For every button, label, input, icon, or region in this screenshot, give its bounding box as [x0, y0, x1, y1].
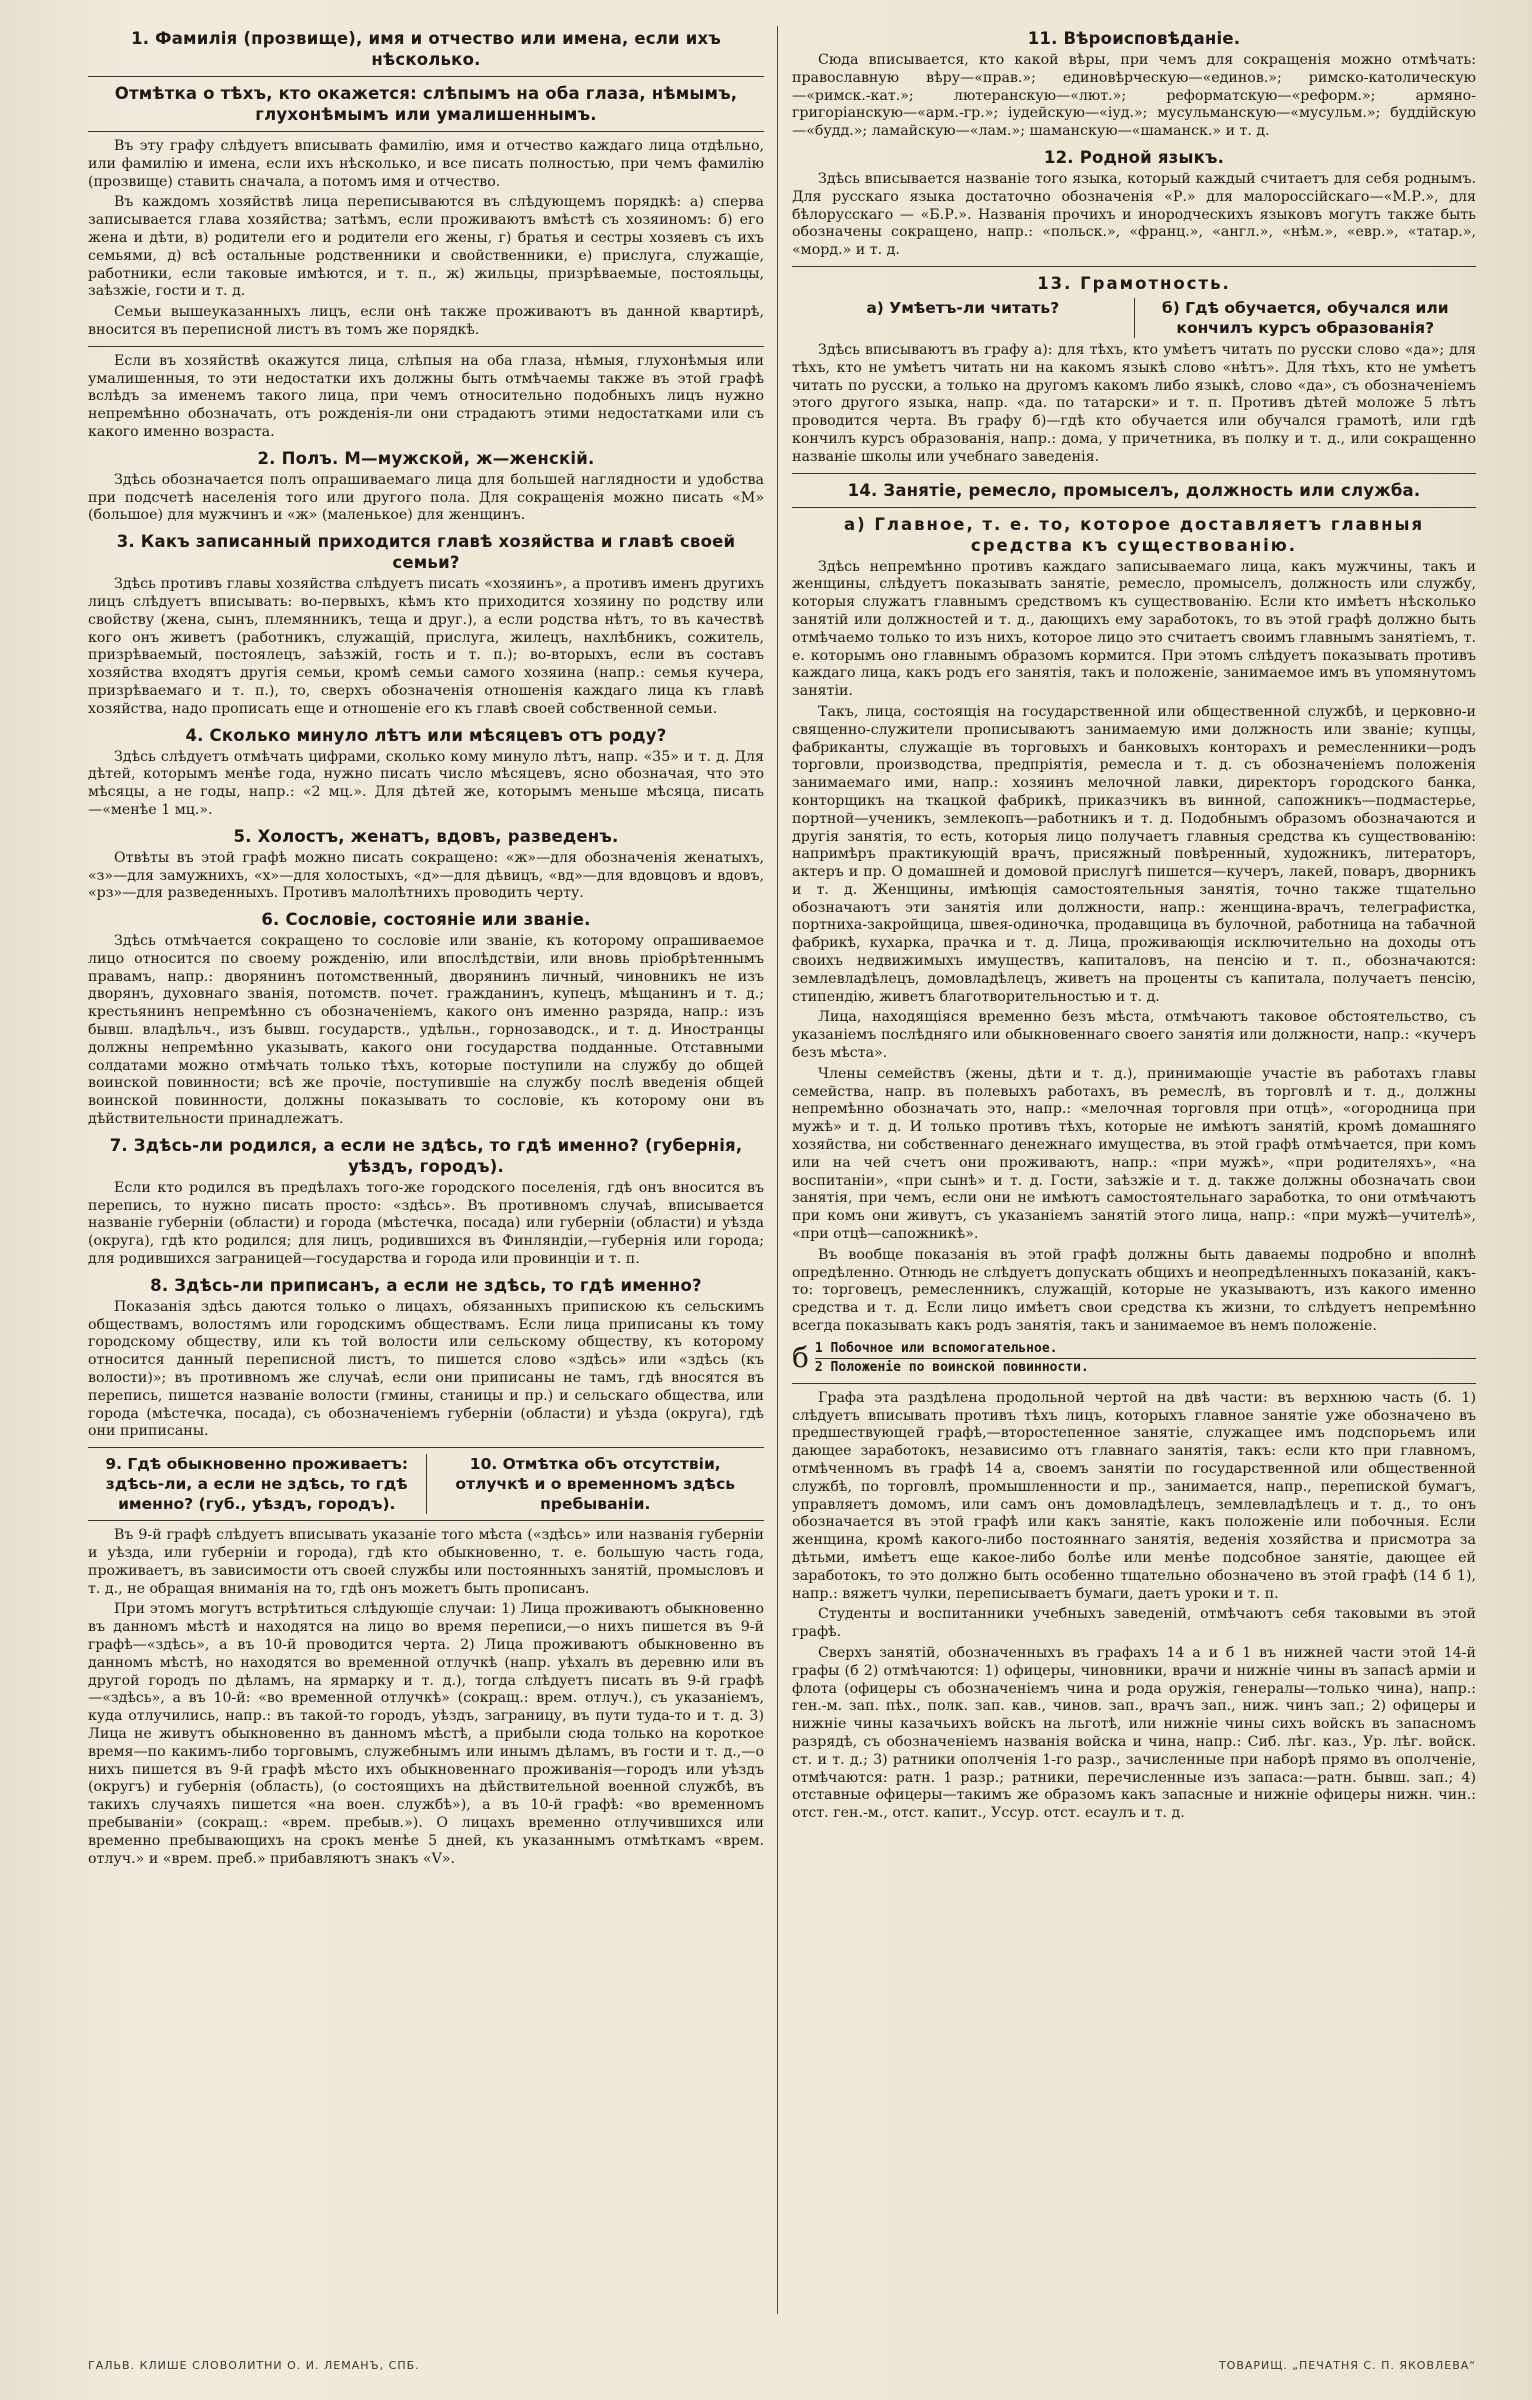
paragraph: Такъ, лица, состоящія на государственной или общественной службѣ, и церковно-и священно-служители прописываютъ занимаемую ими должность или званіе; купцы, фабриканты, служащіе въ торговыхъ и банковыхъ конторахъ и ремесленники—родъ торговли, производства, предпріятія, ремесла и т. д. съ обозначеніемъ положенія занимаемаго ими, напр.: хозяинъ мелочной лавки, директоръ городского банка, конторщикъ на ткацкой фабрикѣ, приказчикъ въ винной, сапожникъ—подмастерье, портной—ученикъ, землекопъ—работникъ и т. д. Подобнымъ образомъ обозначаются и другія занятія, то есть, которыя лицо получаетъ главныя средства къ существованію: напримѣръ практикующій врачъ, присяжный повѣренный, художникъ, литераторъ, актеръ и пр. О домашней и домовой прислугѣ пишется—кучеръ, лакей, поваръ, дворникъ и т. д. Женщины, имѣющія самостоятельныя занятія, точно также тщательно обозначаютъ эти занятія или должности, напр.: женщина-врачъ, телеграфистка, портниха-закройщица, швея-одиночка, продавщица въ булочной, работница на табачной фабрикѣ, кухарка, прачка и т. д. Лица, проживающія исключительно на доходы отъ своихъ недвижимыхъ имуществъ, капиталовъ, на пенсію и т. п., обозначаются: землевладѣлецъ, домовладѣлецъ, живетъ на проценты съ капитала, получаетъ пенсію, стипендію, живетъ благотворительностью и т. д. [792, 703, 1476, 1005]
divider [792, 473, 1476, 474]
paragraph: Студенты и воспитанники учебныхъ заведеній, отмѣчаютъ себя таковыми въ этой графѣ. [792, 1606, 1476, 1641]
section-b-headings [792, 1340, 1476, 1377]
paragraph: Здѣсь слѣдуетъ отмѣчать цифрами, сколько кому минуло лѣтъ, напр. «35» и т. д. Для дѣтей, которымъ менѣе года, нужно писать число мѣсяцевъ, ясно обозначая, что это мѣсяцы, а не годы, напр.: «2 мц.». Для дѣтей же, которымъ меньше мѣсяца, писать—«менѣе 1 мц.». [88, 748, 764, 818]
heading-13-literacy: 13. Грамотность. [1037, 273, 1231, 293]
paragraph: Здѣсь вписывается названіе того языка, который каждый считаетъ для себя роднымъ. Для русскаго языка достаточно обозначенія «Р.» для малороссійскаго—«М.Р.», для бѣлорусскаго — «Б.Р.». Названія прочихъ и инородческихъ языковъ могутъ также быть обозначены сокращено, напр.: «польск.», «франц.», «англ.», «нѣм.», «евр.», «татар.», «морд.» и т. д. [792, 170, 1476, 259]
paragraph: Въ вообще показанія въ этой графѣ должны быть даваемы подробно и вполнѣ опредѣленно. Отнюдь не слѣдуетъ допускать общихъ и неопредѣленныхъ показаній, какъ-то: торговецъ, ремесленникъ, служащій, которые не указываютъ, изъ какого именно средства и т. д. Если лицо имѣетъ свои средства къ жизни, то слѣдуетъ непремѣнно всегда показывать какъ родъ занятія, такъ и занимаемое въ немъ положеніе. [792, 1246, 1476, 1335]
divider [88, 1447, 764, 1448]
heading-13b-education: б) Гдѣ обучается, обучался или кончилъ курсъ образованія? [1134, 298, 1477, 338]
printer-credit-left: ГАЛЬВ. КЛИШЕ СЛОВОЛИТНИ О. И. ЛЕМАНЪ, СПБ. [88, 2359, 420, 2372]
paragraph: Графа эта раздѣлена продольной чертой на двѣ части: въ верхнюю часть (б. 1) слѣдуетъ вписывать противъ тѣхъ лицъ, которыхъ главное занятіе уже обозначено въ предшествующей графѣ,—второстепенное занятіе, служащее имъ подспорьемъ или дающее заработокъ, независимо отъ главнаго занятія, такъ: если кто при главномъ, отмѣченномъ въ графѣ 14 а, своемъ занятіи по государственной или общественной службѣ, по торговлѣ, промышленности и пр., занимается, напр., перепиской бумагъ, управляетъ домомъ, или самъ онъ домовладѣлецъ, землевладѣлецъ и т. д., то онъ обозначается въ этой графѣ или какъ занятіе, какъ положеніе или побочныя. Если женщина, кромѣ какого-либо постояннаго занятія, веденія хозяйства и присмотра за дѣтьми, имѣетъ еще какое-либо болѣе или менѣе подсобное занятіе, дающее ей заработокъ, то это должно быть особенно тщательно обозначено въ этой графѣ (14 б 1), напр.: вяжетъ чулки, переписываетъ бумаги, даетъ уроки и т. п. [792, 1389, 1476, 1602]
heading-12-language: 12. Родной языкъ. [1043, 147, 1225, 167]
heading-4-age: 4. Сколько минуло лѣтъ или мѣсяцевъ отъ роду? [185, 725, 667, 745]
right-column [792, 22, 1476, 2330]
heading-11-religion: 11. Вѣроисповѣданіе. [1027, 29, 1241, 48]
divider [88, 76, 764, 77]
paragraph: Лица, находящіяся временно безъ мѣста, отмѣчаютъ таковое обстоятельство, съ указаніемъ послѣдняго или обыкновеннаго своего занятія или должности, напр.: «кучеръ безъ мѣста». [792, 1009, 1476, 1062]
paragraph: Семьи вышеуказанныхъ лицъ, если онѣ также проживаютъ въ данной квартирѣ, вносится въ переписной листъ въ томъ же порядкѣ. [88, 304, 764, 338]
paragraph: Въ эту графу слѣдуетъ вписывать фамилію, имя и отчество каждаго лица отдѣльно, или фамилію и имена, если ихъ нѣсколько, и все писать полностью, при чемъ фамилію (прозвище) ставить сначала, а потомъ имя и отчество. [88, 138, 764, 190]
printer-credit-right: ТОВАРИЩ. „ПЕЧАТНЯ С. П. ЯКОВЛЕВА“ [1218, 2359, 1476, 2372]
left-column [88, 22, 764, 2330]
headings-13ab [792, 298, 1476, 338]
section-b-items [815, 1340, 1476, 1377]
heading-10-absence: 10. Отмѣтка объ отсутствіи, отлучкѣ и о временномъ здѣсь пребываніи. [426, 1454, 765, 1514]
heading-2-sex: 2. Полъ. М—мужской, ж—женскій. [257, 448, 595, 468]
paragraph: Показанія здѣсь даются только о лицахъ, обязанныхъ припискою къ сельскимъ обществамъ, волостямъ или городскимъ обществамъ. Если лица приписаны къ тому городскому обществу, или къ той волости или сельскому обществу, къ которому относится данный переписной листъ, то пишется слово «здѣсь» или «здѣсь (къ волости)»; въ противномъ же случаѣ, если они приписаны не тамъ, гдѣ вносятся въ перепись, пишется названіе волости (гмины, станицы и пр.) и сельскаго общества, или города (мѣстечка, посада), съ обозначеніемъ губерніи (области) и уѣзда (округа), гдѣ они приписаны. [88, 1298, 764, 1440]
paragraph: Если въ хозяйствѣ окажутся лица, слѣпыя на оба глаза, нѣмыя, глухонѣмыя или умалишенныя, то эти недостатки ихъ должны быть отмѣчаемы также въ этой графѣ вслѣдъ за именемъ такого лица, при чемъ относительно подобныхъ лицъ нужно непремѣнно обозначать, отъ рожденія-ли они страдаютъ этими недостатками или съ какого именно возраста. [88, 352, 764, 440]
heading-8-registration: 8. Здѣсь-ли приписанъ, а если не здѣсь, то гдѣ именно? [150, 1275, 702, 1295]
paragraph: Члены семействъ (жены, дѣти и т. д.), принимающіе участіе въ работахъ главы семейства, напр. въ полевыхъ работахъ, въ ремеслѣ, въ торговлѣ и т. д., должны непремѣнно обозначать это, напр.: «мелочная торговля при отцѣ», «огородница при мужѣ» и т. д. И только противъ тѣхъ, которые не имѣютъ занятій, кромѣ домашняго хозяйства, ни собственнаго денежнаго имущества, въ этой графѣ отмѣчается, при комъ или на чей счетъ они проживаютъ, напр.: «при мужѣ», «при родителяхъ», «на воспитаніи», «при сынѣ» и т. д. Гости, заѣзжіе и т. д. также должны обозначать свои занятія, при чемъ, если они не имѣютъ самостоятельнаго заработка, то они отмѣчаютъ при комъ они живутъ, съ указаніемъ занятій этого лица, напр.: «при мужѣ—учителѣ», «при отцѣ—сапожникѣ». [792, 1065, 1476, 1243]
paragraph: При этомъ могутъ встрѣтиться слѣдующіе случаи: 1) Лица проживаютъ обыкновенно въ данномъ мѣстѣ и находятся на лицо во время переписи,—о нихъ пишется въ 9-й графѣ—«здѣсь», а въ 10-й проводится черта. 2) Лица проживаютъ обыкновенно въ данномъ мѣстѣ, но находятся во временной отлучкѣ (напр. уѣхалъ въ деревню или въ другой городъ по дѣламъ, на ярмарку и т. д.), тогда слѣдуетъ писать въ 9-й графѣ—«здѣсь», а въ 10-й: «во временной отлучкѣ» (сокращ.: врем. отлуч.), съ указаніемъ, куда отлучились, напр.: въ такой-то городъ, уѣздъ, заграницу, въ пути туда-то и т. д. 3) Лица не живутъ обыкновенно въ данномъ мѣстѣ, а прибыли сюда только на короткое время—по какимъ-либо торговымъ, служебнымъ или инымъ дѣламъ, въ гости и т. д.,—о нихъ пишется въ 9-й графѣ мѣсто ихъ обыкновеннаго проживанія—городъ или уѣздъ (округъ) и губернія (область), (о состоящихъ на дѣйствительной военной службѣ, въ такихъ случаяхъ пишется «на воен. службѣ»), а въ 10-й графѣ: «во временномъ пребываніи» (сокращ.: «врем. пребыв.»). О лицахъ временно отлучившихся или временно пребывающихъ на срокъ менѣе 5 дней, къ указаннымъ отмѣткамъ «врем. отлуч.» и «врем. преб.» прибавляютъ знакъ «V». [88, 1601, 764, 1867]
heading-13a-read: а) Умѣетъ-ли читать? [866, 298, 1060, 317]
heading-1-disability: Отмѣтка о тѣхъ, кто окажется: слѣпымъ на оба глаза, нѣмымъ, глухонѣмымъ или умалишеннымъ. [114, 84, 738, 124]
divider [88, 1520, 764, 1521]
paragraph: Если кто родился въ предѣлахъ того-же городского поселенія, гдѣ онъ вносится въ перепись, то нужно писать просто: «здѣсь». Въ противномъ случаѣ, вписывается названіе губерніи (области) и города (мѣстечка, посада) или губерніи (области) и уѣзда (округа), гдѣ кто родился; для лицъ, родившихся въ Финляндіи,—губернія или города; для родившихся заграницей—государства и города или провинціи и т. п. [88, 1179, 764, 1268]
divider [792, 507, 1476, 508]
paragraph: Отвѣты въ этой графѣ можно писать сокращено: «ж»—для обозначенія женатыхъ, «з»—для замужнихъ, «х»—для холостыхъ, «д»—для дѣвицъ, «вд»—для вдовцовъ и вдовъ, «рз»—для разведенныхъ. Противъ малолѣтнихъ проводить черту. [88, 849, 764, 902]
divider [792, 266, 1476, 267]
paragraph: Здѣсь противъ главы хозяйства слѣдуетъ писать «хозяинъ», а противъ именъ другихъ лицъ слѣдуетъ вписывать: во-первыхъ, кѣмъ кто приходится хозяину по родству или свойству (жена, сынъ, племянникъ, теща и друг.), а если родства нѣтъ, то въ качествѣ кого онъ живетъ (работникъ, служащій, прислуга, жилецъ, нахлѣбникъ, сожитель, призрѣваемый, постоялецъ, заѣзжій, гость и т. п.); во-вторыхъ, если въ составъ хозяйства входятъ другія семьи, кромѣ семьи самого хозяина (напр.: семья кучера, призрѣваемаго и т. п.), то, сверхъ обозначенія отношенія каждаго лица къ главѣ хозяйства, надо прописать еще и отношеніе его къ главѣ своей собственной семьи. [88, 576, 764, 717]
column-divider [777, 26, 778, 2314]
heading-9-residence: 9. Гдѣ обыкновенно проживаетъ: здѣсь-ли, а если не здѣсь, то гдѣ именно? (губ., уѣздъ, городъ). [105, 1455, 409, 1514]
heading-1-name: 1. Фамилія (прозвище), имя и отчество или имена, если ихъ нѣсколько. [131, 29, 721, 69]
headings-9-10 [88, 1454, 764, 1514]
heading-3-relation: 3. Какъ записанный приходится главѣ хозяйства и главѣ своей семьи? [116, 532, 736, 573]
paragraph: Въ каждомъ хозяйствѣ лица переписываются въ слѣдующемъ порядкѣ: а) сперва записывается глава хозяйства; затѣмъ, если проживаютъ вмѣстѣ съ хозяиномъ: б) его жена и дѣти, в) родители его и родители его жены, г) братья и сестры хозяевъ съ ихъ семьями, д) всѣ остальные родственники и свойственники, е) прислуга, служащіе, работники, если таковые имѣются, и т. п., ж) жильцы, призрѣваемые, постояльцы, заѣзжіе, гости и т. д. [88, 194, 764, 300]
paragraph: Здѣсь вписываютъ въ графу а): для тѣхъ, кто умѣетъ читать по русски слово «да»; для тѣхъ, кто не умѣетъ читать ни на какомъ языкѣ слово «нѣтъ». Для тѣхъ, кто не умѣетъ читать по русски, а только на другомъ какомъ либо языкѣ, слово «да», съ обозначеніемъ этого другого языка, напр. «да. по татарски» и т. п. Противъ дѣтей моложе 5 лѣтъ проводится черта. Въ графу б)—гдѣ кто обучается или обучался грамотѣ, или гдѣ кончилъ курсъ образованія, напр.: дома, у причетника, въ полку и т. д., или сокращенно названіе школы или учебнаго заведенія. [792, 341, 1476, 465]
section-b2-heading: 2 Положеніе по воинской повинности. [815, 1358, 1476, 1377]
heading-14a-main: а) Главное, т. е. то, которое доставляетъ главныя средства къ существованію. [843, 514, 1425, 555]
heading-5-marital: 5. Холостъ, женатъ, вдовъ, разведенъ. [233, 826, 619, 846]
paragraph: Здѣсь обозначается полъ опрашиваемаго лица для большей наглядности и удобства при подсчетѣ населенія того или другого пола. Для сокращенія можно писать «М» (большое) для мужчинъ и «ж» (маленькое) для женщинъ. [88, 471, 764, 524]
section-b-number: б [792, 1341, 809, 1375]
paragraph: Сюда вписывается, кто какой вѣры, при чемъ для сокращенія можно отмѣчать: православную вѣру—«прав.»; единовѣрческую—«единов.»; римско-католическую—«римск.-кат.»; лютеранскую—«лют.»; реформатскую—«реформ.»; армяно-григоріанскую—«арм.-гр.»; іудейскую—«іуд.»; мусульманскую—«мусульм.»; буддійскую—«будд.»; ламайскую—«лам.»; шаманскую—«шаманск.» и т. д. [792, 52, 1476, 140]
heading-14-occupation: 14. Занятіе, ремесло, промыселъ, должность или служба. [847, 480, 1421, 500]
section-b1-heading: 1 Побочное или вспомогательное. [814, 1340, 1058, 1356]
divider [88, 131, 764, 132]
heading-7-birthplace: 7. Здѣсь-ли родился, а если не здѣсь, то гдѣ именно? (губернія, уѣздъ, городъ). [109, 1135, 743, 1176]
paragraph: Здѣсь непремѣнно противъ каждаго записываемаго лица, какъ мужчины, такъ и женщины, слѣдуетъ показывать занятіе, ремесло, промыселъ, должность или службу, которыя служатъ главнымъ средствомъ къ существованію. Если кто имѣетъ нѣсколько занятій или должностей и т. д., дающихъ ему заработокъ, то въ этой графѣ должно быть отмѣчаемо только то изъ нихъ, которое лицо это считаетъ своимъ главнымъ занятіемъ, т. е. которымъ оно главнымъ образомъ кормится. При этомъ слѣдуетъ показывать противъ каждаго лица, какъ родъ его занятія, такъ и положеніе, занимаемое имъ въ упомянутомъ занятіи. [792, 558, 1476, 700]
paragraph: Сверхъ занятій, обозначенныхъ въ графахъ 14 а и б 1 въ нижней части этой 14-й графы (б 2) отмѣчаются: 1) офицеры, чиновники, врачи и нижніе чины въ запасѣ арміи и флота (офицеры съ обозначеніемъ чина и рода оружія, генералы—только чина), напр.: ген.-м. зап. пѣх., полк. зап. кав., чинов. зап., врачъ зап., ниж. чинъ зап.; 2) офицеры и нижніе чины казачьихъ войскъ на льготѣ, или нижніе чины сихъ войскъ въ запасномъ разрядѣ, съ обозначеніемъ названія войска и чина, напр.: Сиб. лѣг. каз., Ур. лѣг. войск. ст. и т. д.; 3) ратники ополченія 1-го разр., зачисленные при наборѣ прямо въ ополченіе, отмѣчаются: ратн. 1 разр.; ратники, перечисленные изъ запаса:—ратн. бывш. зап.; 4) отставные офицеры—такимъ же образомъ какъ запасные и нижніе офицеры нижн. чин.: отст. ген.-м., отст. капит., Уссур. отст. есаулъ и т. д. [792, 1644, 1476, 1822]
divider [88, 346, 764, 347]
heading-6-estate: 6. Сословіе, состояніе или званіе. [261, 910, 591, 930]
paragraph: Здѣсь отмѣчается сокращено то сословіе или званіе, къ которому опрашиваемое лицо относится по своему рожденію, или впослѣдствіи, или вновь пріобрѣтеннымъ правамъ, напр.: дворянинъ потомственный, дворянинъ личный, чиновникъ не изъ дворянъ, духовнаго званія, потомств. почет. гражданинъ, купецъ, мѣщанинъ и т. д.; крестьянинъ непремѣнно съ обозначеніемъ, какого онъ именно разряда, напр.: изъ бывш. владѣльч., изъ бывш. государств., удѣльн., горнозаводск., и т. д. Иностранцы должны непремѣнно указывать, какого они государства подданные. Отставными солдатами можно отмѣчать только тѣхъ, которые поступили на службу до общей воинской повинности; всѣ же прочіе, поступившіе на службу послѣ введенія общей воинской повинности, должны показывать то сословіе, къ которому они въ дѣйствительности принадлежатъ. [88, 933, 764, 1128]
divider [792, 1383, 1476, 1384]
paragraph: Въ 9-й графѣ слѣдуетъ вписывать указаніе того мѣста («здѣсь» или названія губерніи и уѣзда, или губерніи и города), гдѣ кто обыкновенно, т. е. большую часть года, проживаетъ, въ зависимости отъ своей службы или постоянныхъ занятій, промысловъ и т. д., не обращая вниманія на то, гдѣ онъ можетъ быть прописанъ. [88, 1527, 764, 1597]
